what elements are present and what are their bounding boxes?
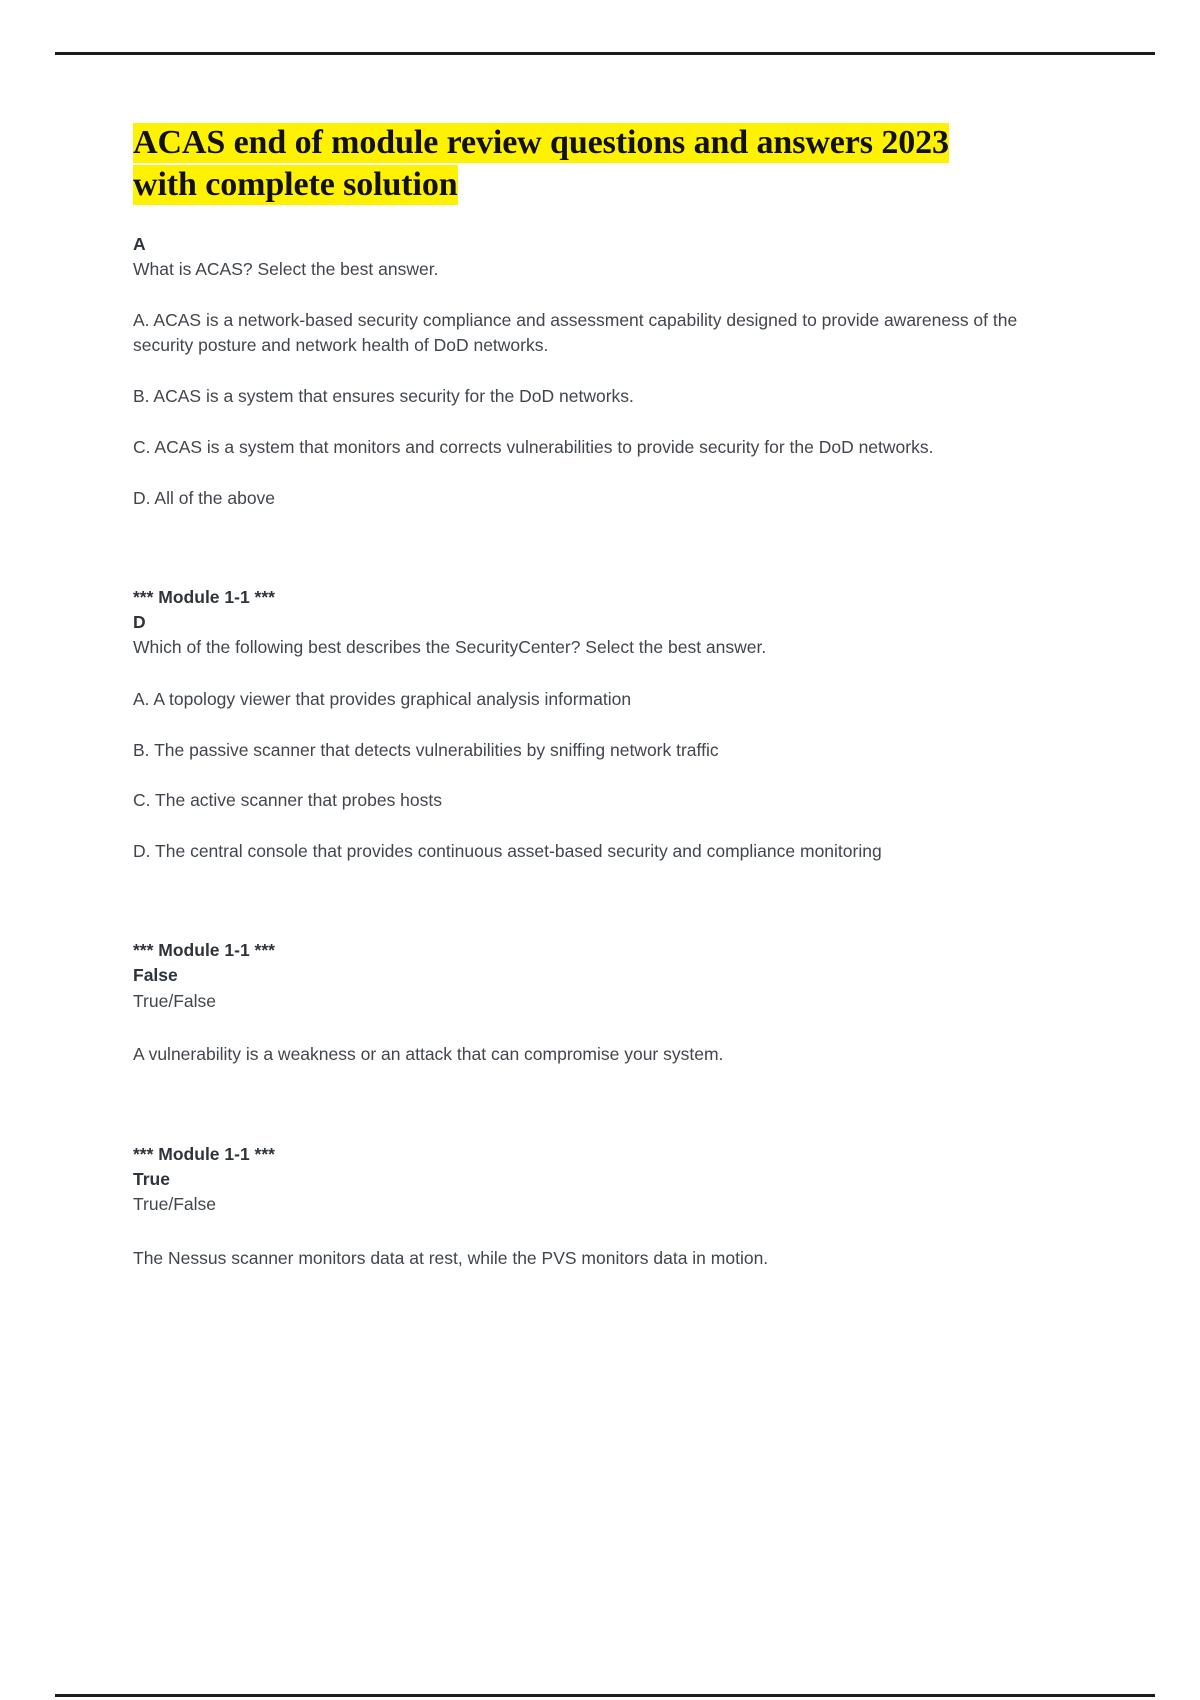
module-tag: *** Module 1-1 *** [133,1143,275,1164]
answer-key: False [133,965,178,986]
answer-option: D. The central console that provides continuous asset-based security and compliance monitoring [133,841,882,862]
answer-option: A. A topology viewer that provides graphical analysis information [133,688,632,709]
statement-text: The Nessus scanner monitors data at rest, while the PVS monitors data in motion. [133,1247,769,1268]
answer-key: D [133,611,146,632]
question-text: Which of the following best describes the SecurityCenter? Select the best answer. [133,637,767,658]
qa-block [133,938,1023,1068]
statement-text: A vulnerability is a weakness or an attack that can compromise your system. [133,1044,724,1065]
answer-option: C. The active scanner that probes hosts [133,790,443,811]
answer-key: A [133,233,146,254]
qa-block [133,585,1023,865]
page-title-line-1: ACAS end of module review questions and answers 2023 [133,124,949,161]
answer-key: True [133,1168,170,1189]
page-bottom-rule [55,1694,1155,1697]
page-title [133,122,1023,206]
question-type-label: True/False [133,990,216,1011]
answer-option: B. The passive scanner that detects vulnerabilities by sniffing network traffic [133,739,719,760]
qa-block [133,1142,1023,1272]
question-type-label: True/False [133,1194,216,1215]
answer-option: D. All of the above [133,487,276,508]
module-tag: *** Module 1-1 *** [133,940,275,961]
answer-option: C. ACAS is a system that monitors and corrects vulnerabilities to provide security for the DoD networks. [133,436,934,457]
module-tag: *** Module 1-1 *** [133,586,275,607]
qa-block [133,232,1023,511]
answer-option: A. ACAS is a network-based security compliance and assessment capability designed to provide awareness of the security posture and network health of DoD networks. [133,310,1018,356]
block-spacer [133,1068,1023,1112]
answer-option: B. ACAS is a system that ensures security for the DoD networks. [133,386,634,407]
page-top-rule [55,52,1155,55]
block-spacer [133,864,1023,908]
document-content [133,122,1023,1271]
block-spacer [133,511,1023,555]
question-text: What is ACAS? Select the best answer. [133,259,439,279]
page-title-line-2: with complete solution [133,165,458,203]
